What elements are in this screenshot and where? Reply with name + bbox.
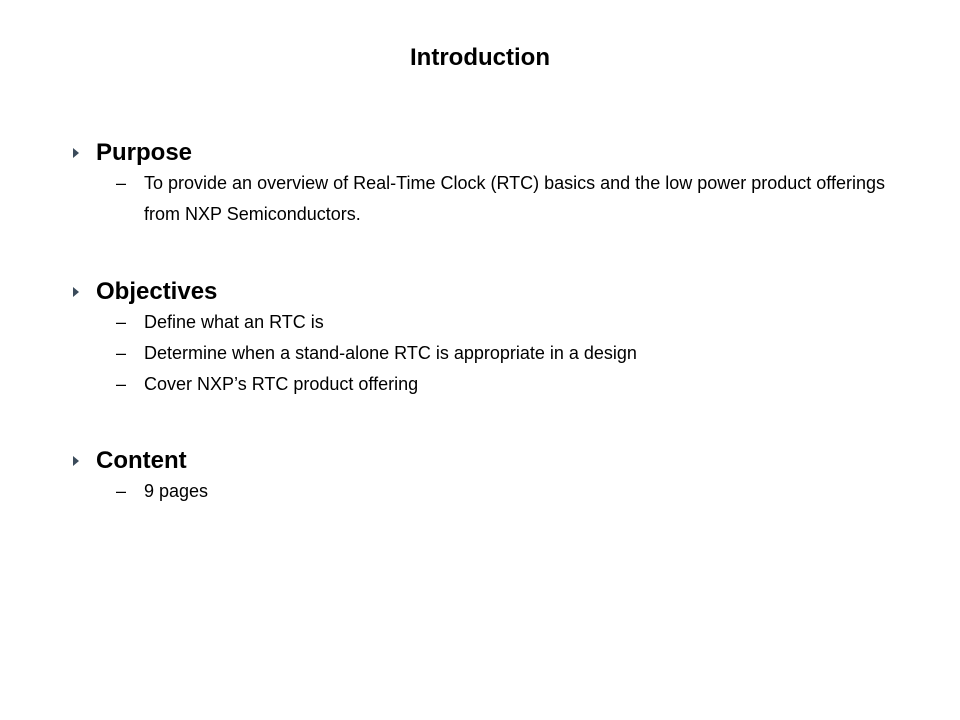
sub-list xyxy=(72,168,912,230)
dash-marker: – xyxy=(116,343,127,363)
dash-marker: – xyxy=(116,173,127,193)
section-heading: Objectives xyxy=(96,278,218,305)
sub-list xyxy=(72,307,912,400)
list-item xyxy=(72,369,912,400)
triangle-bullet-icon xyxy=(72,138,96,168)
list-item-text: Determine when a stand-alone RTC is appropriate in a design xyxy=(144,343,637,363)
triangle-bullet-icon xyxy=(72,277,96,307)
section-purpose xyxy=(72,138,912,230)
dash-marker: – xyxy=(116,312,127,332)
dash-marker: – xyxy=(116,481,127,501)
list-item-text: 9 pages xyxy=(144,481,209,501)
list-item-text: Cover NXP’s RTC product offering xyxy=(144,374,419,394)
list-item xyxy=(72,168,912,230)
sub-list xyxy=(72,476,912,507)
section-heading: Purpose xyxy=(96,139,193,166)
section-objectives xyxy=(72,277,912,400)
dash-marker: – xyxy=(116,374,127,394)
list-item-text: To provide an overview of Real-Time Clock (RTC) basics and the low power product offerings from NXP Semiconductors. xyxy=(144,173,885,224)
slide-title: Introduction xyxy=(410,44,550,71)
list-item-text: Define what an RTC is xyxy=(144,312,324,332)
bullet-purpose xyxy=(72,138,912,168)
bullet-objectives xyxy=(72,277,912,307)
list-item xyxy=(72,338,912,369)
bullet-content xyxy=(72,446,912,476)
section-heading: Content xyxy=(96,447,187,474)
list-item xyxy=(72,307,912,338)
triangle-bullet-icon xyxy=(72,446,96,476)
list-item xyxy=(72,476,912,507)
section-content xyxy=(72,446,912,507)
